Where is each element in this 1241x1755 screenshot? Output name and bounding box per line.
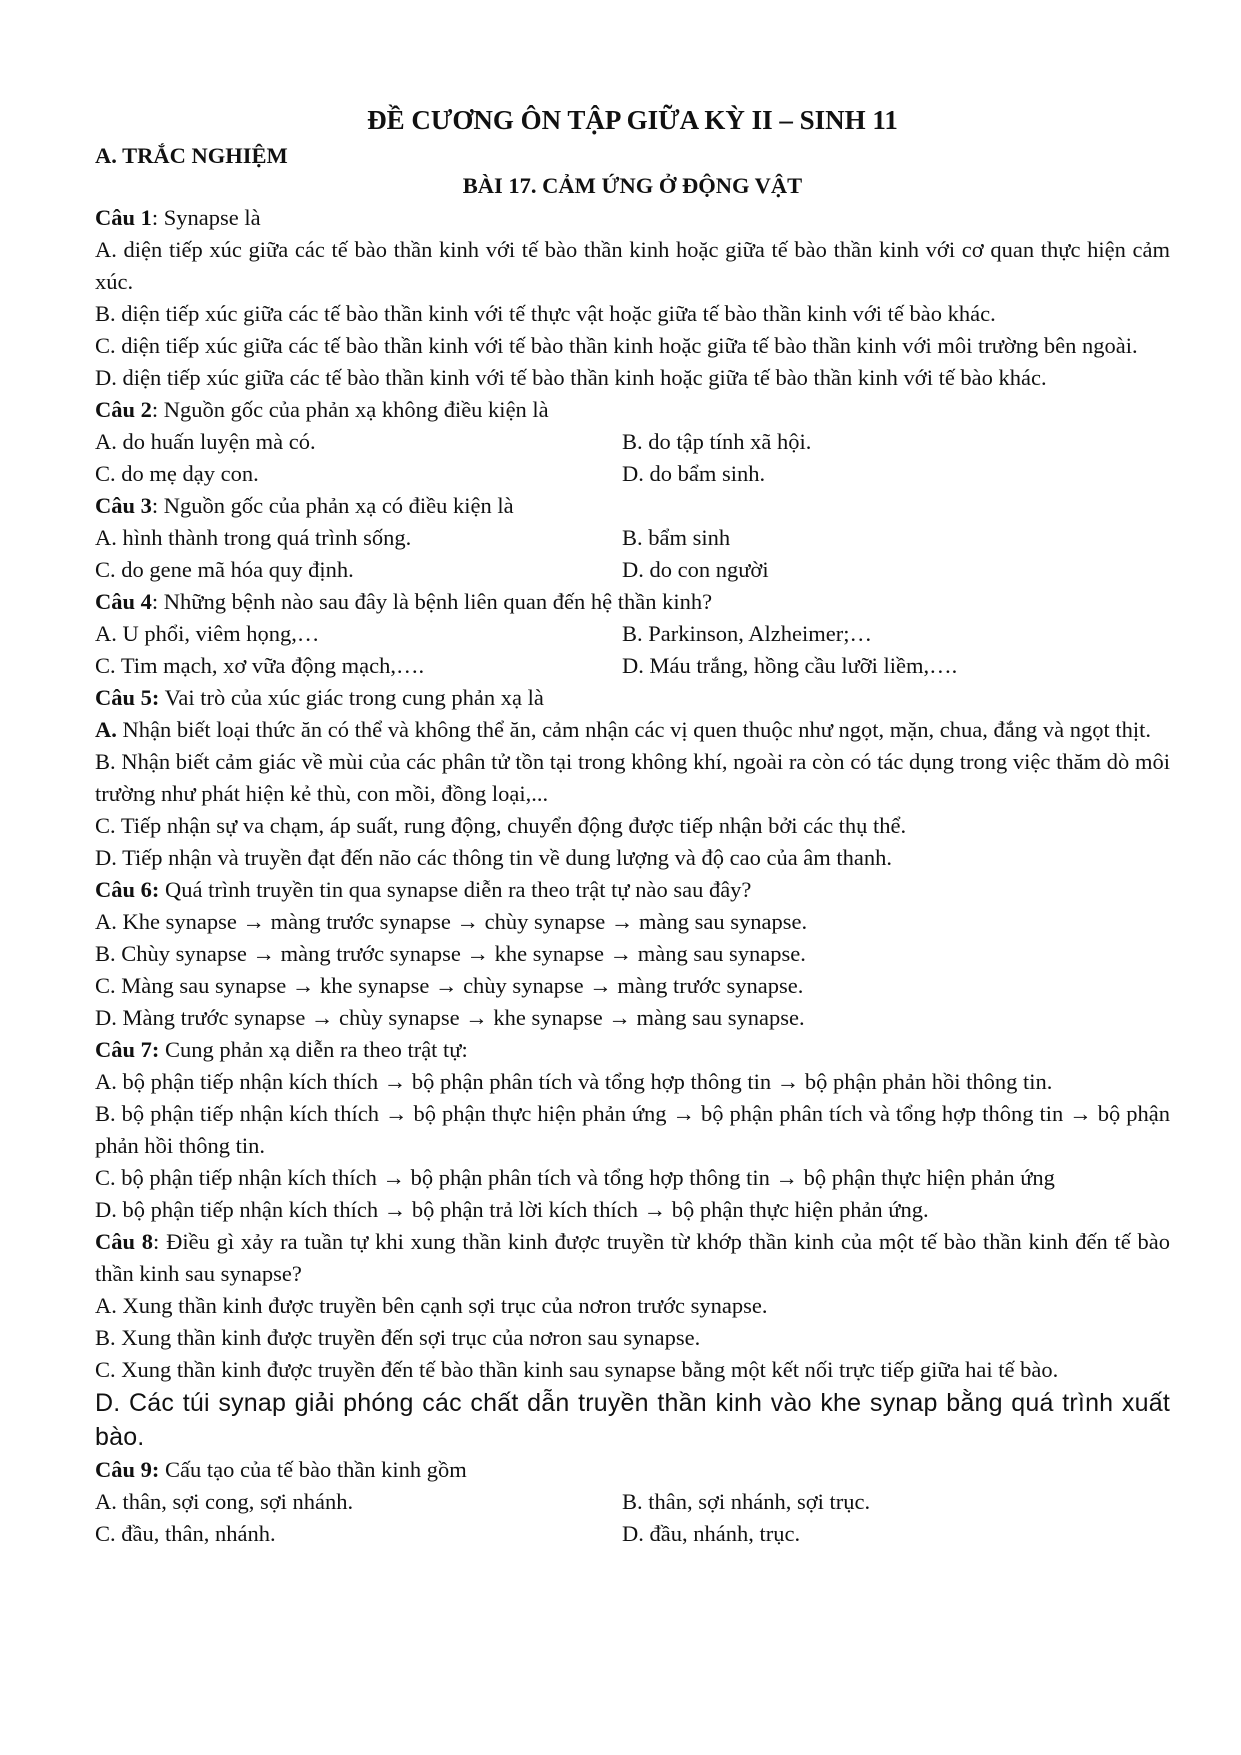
question-7-option-c: C. bộ phận tiếp nhận kích thích → bộ phận phân tích và tổng hợp thông tin → bộ phận thực hiện phản ứng [95,1165,1055,1190]
question-2-text: : Nguồn gốc của phản xạ không điều kiện là [151,397,549,422]
question-9-text: Cấu tạo của tế bào thần kinh gồm [159,1457,467,1482]
question-2-option-c: C. do mẹ dạy con. [95,461,259,486]
question-3-row-2 [95,554,1170,586]
question-7-option-a: A. bộ phận tiếp nhận kích thích → bộ phận phân tích và tổng hợp thông tin → bộ phận phản hồi thông tin. [95,1069,1053,1094]
question-9-option-b: B. thân, sợi nhánh, sợi trục. [622,1489,871,1514]
question-2-option-a: A. do huấn luyện mà có. [95,429,316,454]
question-8-stem [95,1226,1170,1290]
question-2-row-1 [95,426,1170,458]
question-4-row-2 [95,650,1170,682]
question-7 [95,1034,1170,1226]
question-3-option-d: D. do con người [622,557,769,582]
question-1-option-c: C. diện tiếp xúc giữa các tế bào thần kinh với tế bào thần kinh hoặc giữa tế bào thần kinh với môi trường bên ngoài. [95,333,1138,358]
question-7-option-d: D. bộ phận tiếp nhận kích thích → bộ phận trả lời kích thích → bộ phận thực hiện phản ứng. [95,1197,929,1222]
question-2-stem [95,394,1170,426]
question-7-option-b: B. bộ phận tiếp nhận kích thích → bộ phận thực hiện phản ứng → bộ phận phân tích và tổng hợp thông tin → bộ phận phản hồi thông tin. [95,1101,1170,1158]
question-8-option-a: A. Xung thần kinh được truyền bên cạnh sợi trục của nơron trước synapse. [95,1293,768,1318]
question-5-option-a-label: A. [95,717,117,742]
question-3-option-b: B. bẩm sinh [622,525,731,550]
question-6-label: Câu 6: [95,877,160,902]
document-title: ĐỀ CƯƠNG ÔN TẬP GIỮA KỲ II – SINH 11 [367,105,898,135]
question-9-stem [95,1454,1170,1486]
question-5-stem [95,682,1170,714]
question-3-option-a: A. hình thành trong quá trình sống. [95,525,412,550]
question-4-option-d: D. Máu trắng, hồng cầu lưỡi liềm,…. [622,653,958,678]
question-3-text: : Nguồn gốc của phản xạ có điều kiện là [151,493,514,518]
question-3-row-1 [95,522,1170,554]
question-9-row-2 [95,1518,1170,1550]
question-8-option-d: D. Các túi synap giải phóng các chất dẫn truyền thần kinh vào khe synap bằng quá trình xuất bào. [95,1389,1170,1451]
question-9-option-d: D. đầu, nhánh, trục. [622,1521,801,1546]
question-1-option-d: D. diện tiếp xúc giữa các tế bào thần kinh với tế bào thần kinh hoặc giữa tế bào thần kinh với tế bào khác. [95,365,1047,390]
question-4-stem [95,586,1170,618]
question-4 [95,586,1170,682]
question-8-label: Câu 8 [95,1229,154,1254]
question-1 [95,202,1170,394]
question-8-option-c: C. Xung thần kinh được truyền đến tế bào thần kinh sau synapse bằng một kết nối trực tiếp giữa hai tế bào. [95,1357,1059,1382]
question-9-label: Câu 9: [95,1457,160,1482]
question-5-option-b: B. Nhận biết cảm giác về mùi của các phân tử tồn tại trong không khí, ngoài ra còn có tác dụng trong việc thăm dò môi trường như phát hiện kẻ thù, con mồi, đồng loại,... [95,749,1170,806]
question-9-option-c: C. đầu, thân, nhánh. [95,1521,276,1546]
question-5-option-d: D. Tiếp nhận và truyền đạt đến não các thông tin về dung lượng và độ cao của âm thanh. [95,845,893,870]
question-2-row-2 [95,458,1170,490]
lesson-heading: BÀI 17. CẢM ỨNG Ở ĐỘNG VẬT [462,173,803,198]
question-4-text: : Những bệnh nào sau đây là bệnh liên quan đến hệ thần kinh? [151,589,713,614]
question-3 [95,490,1170,586]
question-3-stem [95,490,1170,522]
question-6-stem [95,874,1170,906]
question-5 [95,682,1170,874]
question-1-label: Câu 1 [95,205,152,230]
question-3-label: Câu 3 [95,493,152,518]
question-6 [95,874,1170,1034]
section-heading: A. TRẮC NGHIỆM [95,143,288,168]
question-4-option-a: A. U phổi, viêm họng,… [95,621,320,646]
question-1-stem [95,202,1170,234]
question-8-option-b: B. Xung thần kinh được truyền đến sợi trục của nơron sau synapse. [95,1325,701,1350]
question-5-option-a [95,714,1170,746]
question-3-option-c: C. do gene mã hóa quy định. [95,557,354,582]
question-7-stem [95,1034,1170,1066]
question-1-option-b: B. diện tiếp xúc giữa các tế bào thần kinh với tế thực vật hoặc giữa tế bào thần kinh với tế bào khác. [95,301,996,326]
question-5-label: Câu 5: [95,685,160,710]
question-9-option-a: A. thân, sợi cong, sợi nhánh. [95,1489,354,1514]
question-6-text: Quá trình truyền tin qua synapse diễn ra theo trật tự nào sau đây? [159,877,752,902]
question-1-text: : Synapse là [151,205,261,230]
question-9 [95,1454,1170,1550]
question-5-text: Vai trò của xúc giác trong cung phản xạ là [159,685,544,710]
question-6-option-b: B. Chùy synapse → màng trước synapse → khe synapse → màng sau synapse. [95,941,806,966]
question-4-option-c: C. Tim mạch, xơ vữa động mạch,…. [95,653,425,678]
question-2-label: Câu 2 [95,397,152,422]
question-8-text: : Điều gì xảy ra tuần tự khi xung thần kinh được truyền từ khớp thần kinh của một tế bào thần kinh đến tế bào thần kinh sau synapse? [95,1229,1170,1286]
question-1-option-a: A. diện tiếp xúc giữa các tế bào thần kinh với tế bào thần kinh hoặc giữa tế bào thần kinh với cơ quan thực hiện cảm xúc. [95,237,1170,294]
question-6-option-d: D. Màng trước synapse → chùy synapse → khe synapse → màng sau synapse. [95,1005,805,1030]
question-4-label: Câu 4 [95,589,152,614]
question-5-option-c: C. Tiếp nhận sự va chạm, áp suất, rung động, chuyển động được tiếp nhận bởi các thụ thể. [95,813,907,838]
question-4-row-1 [95,618,1170,650]
question-4-option-b: B. Parkinson, Alzheimer;… [622,621,872,646]
question-2-option-b: B. do tập tính xã hội. [622,429,812,454]
document-page [95,100,1170,1550]
question-8 [95,1226,1170,1454]
question-6-option-a: A. Khe synapse → màng trước synapse → chùy synapse → màng sau synapse. [95,909,808,934]
question-7-text: Cung phản xạ diễn ra theo trật tự: [159,1037,468,1062]
question-5-option-a-text: Nhận biết loại thức ăn có thể và không thể ăn, cảm nhận các vị quen thuộc như ngọt, mặn, chua, đắng và ngọt thịt. [116,717,1151,742]
question-6-option-c: C. Màng sau synapse → khe synapse → chùy synapse → màng trước synapse. [95,973,804,998]
question-7-label: Câu 7: [95,1037,160,1062]
question-2-option-d: D. do bẩm sinh. [622,461,766,486]
question-9-row-1 [95,1486,1170,1518]
question-2 [95,394,1170,490]
